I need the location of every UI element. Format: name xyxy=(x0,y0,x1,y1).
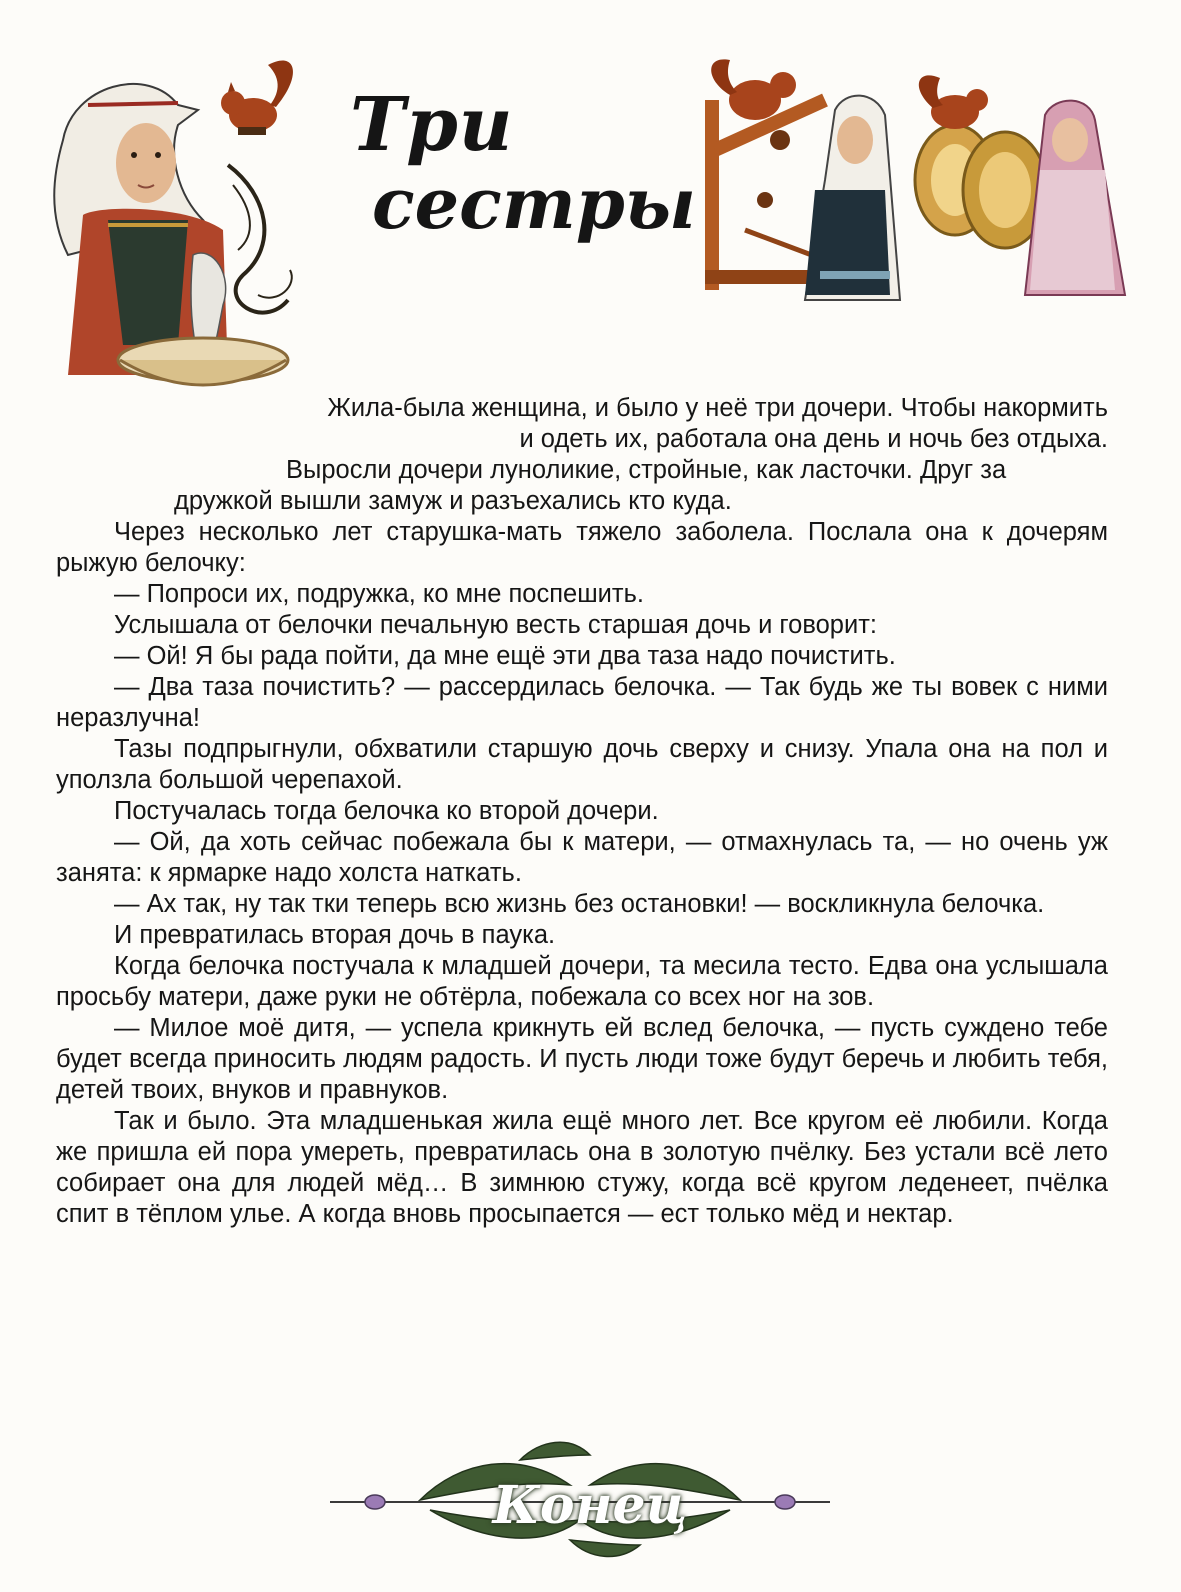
squirrel-icon xyxy=(919,75,988,129)
story-paragraph: — Ах так, ну так тки теперь всю жизнь без остановки! — воскликнула белочка. xyxy=(114,890,1045,918)
squirrel-icon xyxy=(711,59,796,120)
story-paragraph: — Два таза почистить? — рассердилась белочка. — Так будь же ты вовек с ними неразлучна! xyxy=(56,673,1108,732)
story-paragraph: Тазы подпрыгнули, обхватили старшую дочь сверху и снизу. Упала она на пол и уползла большой черепахой. xyxy=(56,735,1108,794)
brass-basins-icon xyxy=(915,125,1047,248)
sisters-spinning-illustration xyxy=(685,40,1145,310)
story-paragraph: — Милое моё дитя, — успела крикнуть ей вслед белочка, — пусть суждено тебе будет всегда приносить людям радость. И пусть люди тоже будут беречь и любить тебя, детей твоих, внуков и правнуков. xyxy=(56,1014,1108,1104)
story-paragraph: Так и было. Эта младшенькая жила ещё много лет. Все кругом её любили. Когда же пришла ей пора умереть, превратилась она в золотую пчёлку. Без устали всё лето собирает она для людей мёд… В зимнюю стужу, когда всё кругом леденеет, пчёлка спит в тёплом улье. А когда вновь просыпается — ест только мёд и нектар. xyxy=(56,1107,1108,1228)
story-paragraph: Через несколько лет старушка-мать тяжело заболела. Послала она к дочерям рыжую белочку: xyxy=(56,518,1108,577)
woman-with-bowl-illustration xyxy=(28,45,328,400)
the-end-label: Конец xyxy=(492,1475,688,1536)
story-paragraph: Услышала от белочки печальную весть старшая дочь и говорит: xyxy=(114,611,877,639)
title-line-1: Три xyxy=(350,82,514,168)
story-paragraph: — Ой, да хоть сейчас побежала бы к матери, — отмахнулась та, — но очень уж занята: к ярмарке надо холста наткать. xyxy=(56,828,1108,887)
story-paragraph: дружкой вышли замуж и разъехались кто куда. xyxy=(174,487,732,515)
story-paragraph: — Попроси их, подружка, ко мне поспешить. xyxy=(114,580,644,608)
story-paragraph: Постучалась тогда белочка ко второй дочери. xyxy=(114,797,659,825)
story-paragraph: Когда белочка постучала к младшей дочери, та месила тесто. Едва она услышала просьбу матери, даже руки не обтёрла, побежала со всех ног на зов. xyxy=(56,952,1108,1011)
page-title xyxy=(350,82,697,245)
spinning-wheel-icon xyxy=(705,100,825,290)
title-line-2: сестры xyxy=(372,162,697,245)
story-paragraph: Жила-была женщина, и было у неё три дочери. Чтобы накормить и одеть их, работала она день и ночь без отдыха. xyxy=(327,394,1108,453)
story-text xyxy=(56,393,1108,1230)
story-paragraph: И превратилась вторая дочь в паука. xyxy=(114,921,556,949)
story-paragraph: — Ой! Я бы рада пойти, да мне ещё эти два таза надо почистить. xyxy=(114,642,896,670)
squirrel-icon xyxy=(221,61,293,135)
story-paragraph: Выросли дочери луноликие, стройные, как ласточки. Друг за xyxy=(286,456,1007,484)
